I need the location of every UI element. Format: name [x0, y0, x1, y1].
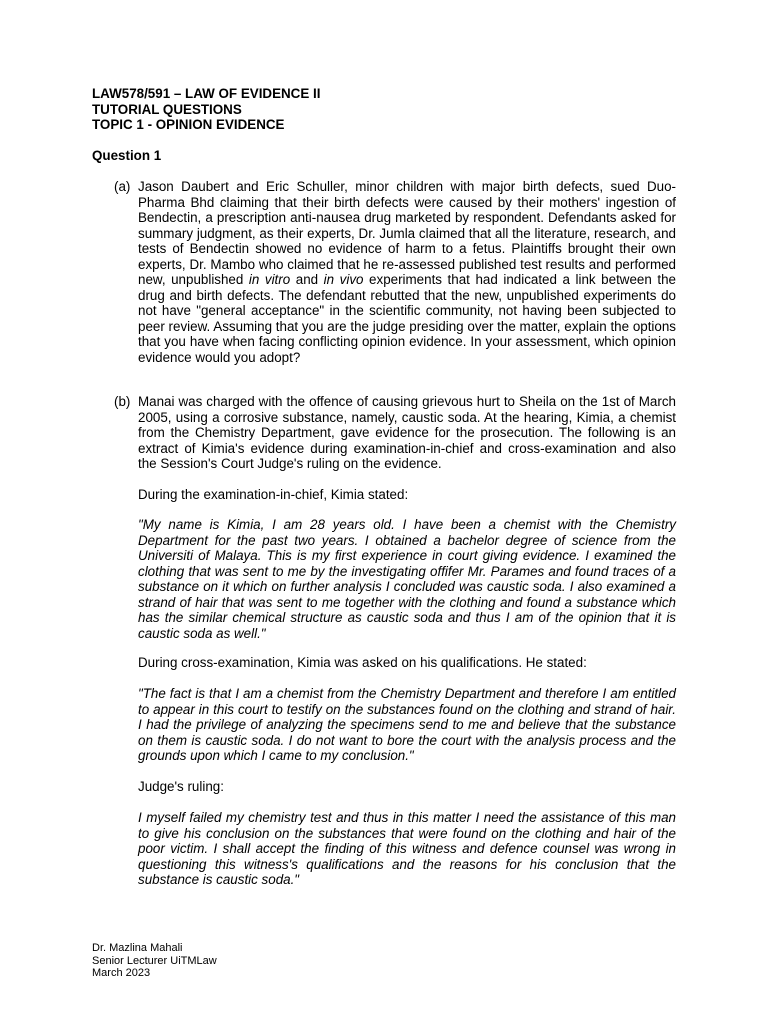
document-type: TUTORIAL QUESTIONS — [92, 101, 242, 117]
part-a-text-segment: experiments that had indicated a link between the drug and birth defects. The defendant rebutted that the new, unpublished experiments do not have "general acceptance" in the scientific community, not having been subjected to peer review. Assuming that you are the judge presiding over the matter, explain the options that you have when facing conflicting opinion evidence. In your assessment, which opinion evidence would you adopt? — [138, 272, 676, 365]
part-b-marker: (b) — [114, 394, 131, 409]
part-b-intro: Manai was charged with the offence of causing grievous hurt to Sheila on the 1st of March 2005, using a corrosive substance, namely, caustic soda. At the hearing, Kimia, a chemist from the Chemistry Department, gave evidence for the prosecution. The following is an extract of Kimia's evidence during examination-in-chief and cross-examination and also the Session's Court Judge's ruling on the evidence. — [138, 394, 676, 471]
part-a-text — [138, 179, 676, 365]
exam-chief-label: During the examination-in-chief, Kimia stated: — [138, 487, 409, 502]
topic-title: TOPIC 1 - OPINION EVIDENCE — [92, 117, 285, 132]
part-a-text-segment: Jason Daubert and Eric Schuller, minor children with major birth defects, sued Duo-Pharma Bhd claiming that their birth defects were caused by their mothers' ingestion of Bendectin, a prescription anti-nausea drug marketed by respondent. Defendants asked for summary judgment, as their experts, Dr. Jumla claimed that all the literature, research, and tests of Bendectin showed no evidence of harm to a fetus. Plaintiffs brought their own experts, Dr. Mambo who claimed that he re-assessed published test results and performed new, unpublished — [138, 179, 676, 287]
author-position: Senior Lecturer UiTMLaw — [92, 954, 217, 967]
part-a-italic-in-vivo: in vivo — [323, 272, 364, 287]
author-name: Dr. Mazlina Mahali — [92, 942, 183, 954]
document-date: March 2023 — [92, 967, 151, 979]
document-header — [92, 86, 320, 133]
part-a-text-segment: and — [290, 272, 324, 287]
ruling-quote: I myself failed my chemistry test and thus in this matter I need the assistance of this man to give his conclusion on the substances that were found on the clothing and hair of the poor victim. I shall accept the finding of this witness and defence counsel was wrong in questioning this witness's qualifications and the reasons for his conclusion that the substance is caustic soda." — [138, 810, 676, 887]
part-a-italic-in-vitro: in vitro — [248, 272, 291, 287]
cross-exam-quote: "The fact is that I am a chemist from the Chemistry Department and therefore I am entitled to appear in this court to testify on the substances found on the clothing and strand of hair. I had the privilege of analyzing the specimens send to me and believe that the substance on them is caustic soda. I do not want to bore the court with the analysis process and the grounds upon which I came to my conclusion." — [138, 686, 676, 763]
document-footer — [92, 942, 217, 980]
cross-exam-label: During cross-examination, Kimia was asked on his qualifications. He stated: — [138, 655, 587, 670]
part-a-marker: (a) — [114, 179, 131, 194]
course-title: LAW578/591 – LAW OF EVIDENCE II — [92, 86, 321, 101]
ruling-label: Judge's ruling: — [138, 779, 224, 794]
question-heading: Question 1 — [92, 148, 162, 163]
exam-chief-quote: "My name is Kimia, I am 28 years old. I have been a chemist with the Chemistry Department for the past two years. I obtained a bachelor degree of science from the Universiti of Malaya. This is my first experience in court giving evidence. I examined the clothing that was sent to me by the investigating offifer Mr. Parames and found traces of a substance on it which on further analysis I concluded was caustic soda. I also examined a strand of hair that was sent to me together with the clothing and found a substance which has the similar chemical structure as caustic soda and thus I am of the opinion that it is caustic soda as well." — [138, 517, 676, 641]
